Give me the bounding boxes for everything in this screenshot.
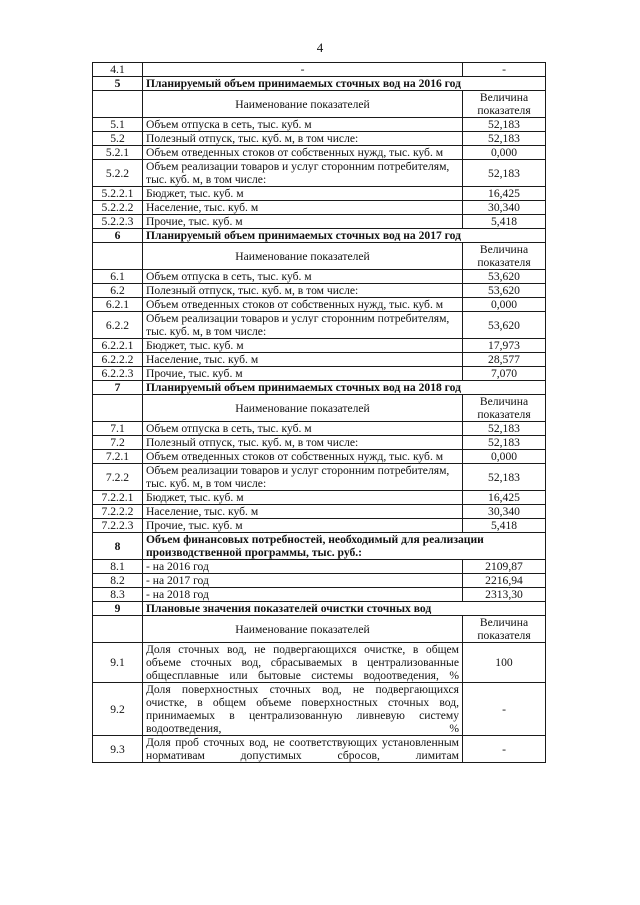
- column-header-value: Величина показателя: [463, 243, 546, 270]
- indicator-name: Бюджет, тыс. куб. м: [143, 187, 463, 201]
- row-number: 6.1: [93, 270, 143, 284]
- indicator-value: 53,620: [463, 284, 546, 298]
- indicator-value: 52,183: [463, 422, 546, 436]
- section-row: [93, 77, 546, 91]
- indicator-name: Объем отпуска в сеть, тыс. куб. м: [143, 118, 463, 132]
- table-row: [93, 187, 546, 201]
- row-number: 8.3: [93, 588, 143, 602]
- indicator-name: - на 2018 год: [143, 588, 463, 602]
- table-row: [93, 450, 546, 464]
- section-number: 7: [93, 381, 143, 395]
- indicator-name: Объем реализации товаров и услуг сторонним потребителям, тыс. куб. м, в том числе:: [143, 160, 463, 187]
- indicator-name: Полезный отпуск, тыс. куб. м, в том числе:: [143, 284, 463, 298]
- table-row: [93, 312, 546, 339]
- table-row: [93, 436, 546, 450]
- row-number: 5.2.2: [93, 160, 143, 187]
- indicator-name: Население, тыс. куб. м: [143, 353, 463, 367]
- table-row: [93, 505, 546, 519]
- indicator-name: Объем отпуска в сеть, тыс. куб. м: [143, 422, 463, 436]
- row-number: 7.2: [93, 436, 143, 450]
- table-row: [93, 160, 546, 187]
- indicators-table: [92, 62, 546, 763]
- table-row: [93, 298, 546, 312]
- indicator-name: Бюджет, тыс. куб. м: [143, 491, 463, 505]
- table-row: [93, 284, 546, 298]
- row-number: 7.2.1: [93, 450, 143, 464]
- indicator-value: 53,620: [463, 270, 546, 284]
- column-header-row: [93, 616, 546, 643]
- column-header-value: Величина показателя: [463, 91, 546, 118]
- table-row: [93, 215, 546, 229]
- indicator-value: 7,070: [463, 367, 546, 381]
- row-number: 9.1: [93, 643, 143, 683]
- row-number: 8.1: [93, 560, 143, 574]
- indicator-name: - на 2016 год: [143, 560, 463, 574]
- column-header-row: [93, 243, 546, 270]
- indicator-value: 52,183: [463, 436, 546, 450]
- column-header-name: Наименование показателей: [143, 243, 463, 270]
- section-number: 8: [93, 533, 143, 560]
- table-row: [93, 422, 546, 436]
- indicator-value: 5,418: [463, 519, 546, 533]
- indicator-name: - на 2017 год: [143, 574, 463, 588]
- row-number: 5.1: [93, 118, 143, 132]
- table-row: [93, 146, 546, 160]
- indicator-value: 52,183: [463, 464, 546, 491]
- section-row: [93, 229, 546, 243]
- indicator-value: 2216,94: [463, 574, 546, 588]
- indicator-name: Полезный отпуск, тыс. куб. м, в том числе:: [143, 132, 463, 146]
- column-header-row: [93, 395, 546, 422]
- row-number: 5.2.2.2: [93, 201, 143, 215]
- indicator-value: 53,620: [463, 312, 546, 339]
- section-row: [93, 381, 546, 395]
- indicator-value: -: [463, 683, 546, 736]
- indicator-name: Население, тыс. куб. м: [143, 201, 463, 215]
- header-blank-cell: [93, 243, 143, 270]
- indicator-value: -: [463, 736, 546, 763]
- indicator-name: Население, тыс. куб. м: [143, 505, 463, 519]
- page-number: 4: [316, 40, 324, 55]
- section-row: [93, 602, 546, 616]
- indicator-name: Объем отведенных стоков от собственных нужд, тыс. куб. м: [143, 450, 463, 464]
- row-number: 7.2.2: [93, 464, 143, 491]
- section-title: Планируемый объем принимаемых сточных вод на 2016 год: [143, 77, 546, 91]
- indicator-value: 2313,30: [463, 588, 546, 602]
- indicator-name: Объем реализации товаров и услуг сторонним потребителям, тыс. куб. м, в том числе:: [143, 464, 463, 491]
- table-row: [93, 63, 546, 77]
- indicator-value: 52,183: [463, 160, 546, 187]
- table-row: [93, 118, 546, 132]
- indicator-value: 28,577: [463, 353, 546, 367]
- row-number: 7.2.2.3: [93, 519, 143, 533]
- section-number: 9: [93, 602, 143, 616]
- table-row: [93, 132, 546, 146]
- indicator-name: Прочие, тыс. куб. м: [143, 519, 463, 533]
- table-row: [93, 201, 546, 215]
- row-number: 6.2.2: [93, 312, 143, 339]
- column-header-value: Величина показателя: [463, 395, 546, 422]
- row-number: 5.2.2.3: [93, 215, 143, 229]
- section-number: 6: [93, 229, 143, 243]
- table-row: [93, 464, 546, 491]
- indicator-value: -: [463, 63, 546, 77]
- row-number: 9.2: [93, 683, 143, 736]
- indicator-value: 30,340: [463, 505, 546, 519]
- table-row: [93, 643, 546, 683]
- indicator-value: 16,425: [463, 187, 546, 201]
- table-row: [93, 574, 546, 588]
- indicator-value: 52,183: [463, 118, 546, 132]
- indicator-name: Доля сточных вод, не подвергающихся очистке, в общем объеме сточных вод, сбрасываемых в централизованные общесплавные или бытовые системы водоотведения, %: [143, 643, 463, 683]
- indicator-value: 2109,87: [463, 560, 546, 574]
- table-row: [93, 367, 546, 381]
- table-row: [93, 560, 546, 574]
- indicator-name: Доля поверхностных сточных вод, не подвергающихся очистке, в общем объеме поверхностных сточных вод, принимаемых в централизованную ливневую систему водоотведения, %: [143, 683, 463, 736]
- section-title: Планируемый объем принимаемых сточных вод на 2017 год: [143, 229, 546, 243]
- indicator-value: 5,418: [463, 215, 546, 229]
- row-number: 5.2: [93, 132, 143, 146]
- section-title: Объем финансовых потребностей, необходимый для реализации производственной программы, тыс. руб.:: [143, 533, 546, 560]
- indicator-name: Прочие, тыс. куб. м: [143, 215, 463, 229]
- indicator-value: 0,000: [463, 146, 546, 160]
- section-number: 5: [93, 77, 143, 91]
- table-row: [93, 353, 546, 367]
- column-header-name: Наименование показателей: [143, 91, 463, 118]
- indicator-value: 30,340: [463, 201, 546, 215]
- indicator-value: 16,425: [463, 491, 546, 505]
- column-header-row: [93, 91, 546, 118]
- column-header-name: Наименование показателей: [143, 616, 463, 643]
- header-blank-cell: [93, 616, 143, 643]
- indicator-value: 0,000: [463, 298, 546, 312]
- indicator-name: Доля проб сточных вод, не соответствующих установленным нормативам допустимых сбросов, лимитам: [143, 736, 463, 763]
- row-number: 7.1: [93, 422, 143, 436]
- indicator-name: -: [143, 63, 463, 77]
- row-number: 5.2.1: [93, 146, 143, 160]
- table-row: [93, 683, 546, 736]
- indicator-value: 100: [463, 643, 546, 683]
- table-row: [93, 270, 546, 284]
- indicator-value: 17,973: [463, 339, 546, 353]
- indicator-value: 52,183: [463, 132, 546, 146]
- section-row: [93, 533, 546, 560]
- table-row: [93, 339, 546, 353]
- indicator-value: 0,000: [463, 450, 546, 464]
- header-blank-cell: [93, 395, 143, 422]
- row-number: 7.2.2.2: [93, 505, 143, 519]
- section-title: Планируемый объем принимаемых сточных вод на 2018 год: [143, 381, 546, 395]
- indicator-name: Объем реализации товаров и услуг сторонним потребителям, тыс. куб. м, в том числе:: [143, 312, 463, 339]
- column-header-value: Величина показателя: [463, 616, 546, 643]
- row-number: 8.2: [93, 574, 143, 588]
- table-row: [93, 736, 546, 763]
- row-number: 6.2.2.3: [93, 367, 143, 381]
- row-number: 9.3: [93, 736, 143, 763]
- indicator-name: Полезный отпуск, тыс. куб. м, в том числе:: [143, 436, 463, 450]
- indicator-name: Прочие, тыс. куб. м: [143, 367, 463, 381]
- indicator-name: Бюджет, тыс. куб. м: [143, 339, 463, 353]
- column-header-name: Наименование показателей: [143, 395, 463, 422]
- indicator-name: Объем отведенных стоков от собственных нужд, тыс. куб. м: [143, 298, 463, 312]
- row-number: 6.2.2.2: [93, 353, 143, 367]
- row-number: 6.2.2.1: [93, 339, 143, 353]
- indicator-name: Объем отведенных стоков от собственных нужд, тыс. куб. м: [143, 146, 463, 160]
- table-row: [93, 519, 546, 533]
- row-number: 5.2.2.1: [93, 187, 143, 201]
- header-blank-cell: [93, 91, 143, 118]
- indicator-name: Объем отпуска в сеть, тыс. куб. м: [143, 270, 463, 284]
- section-title: Плановые значения показателей очистки сточных вод: [143, 602, 546, 616]
- table-row: [93, 588, 546, 602]
- row-number: 6.2.1: [93, 298, 143, 312]
- row-number: 6.2: [93, 284, 143, 298]
- row-number: 7.2.2.1: [93, 491, 143, 505]
- row-number: 4.1: [93, 63, 143, 77]
- table-row: [93, 491, 546, 505]
